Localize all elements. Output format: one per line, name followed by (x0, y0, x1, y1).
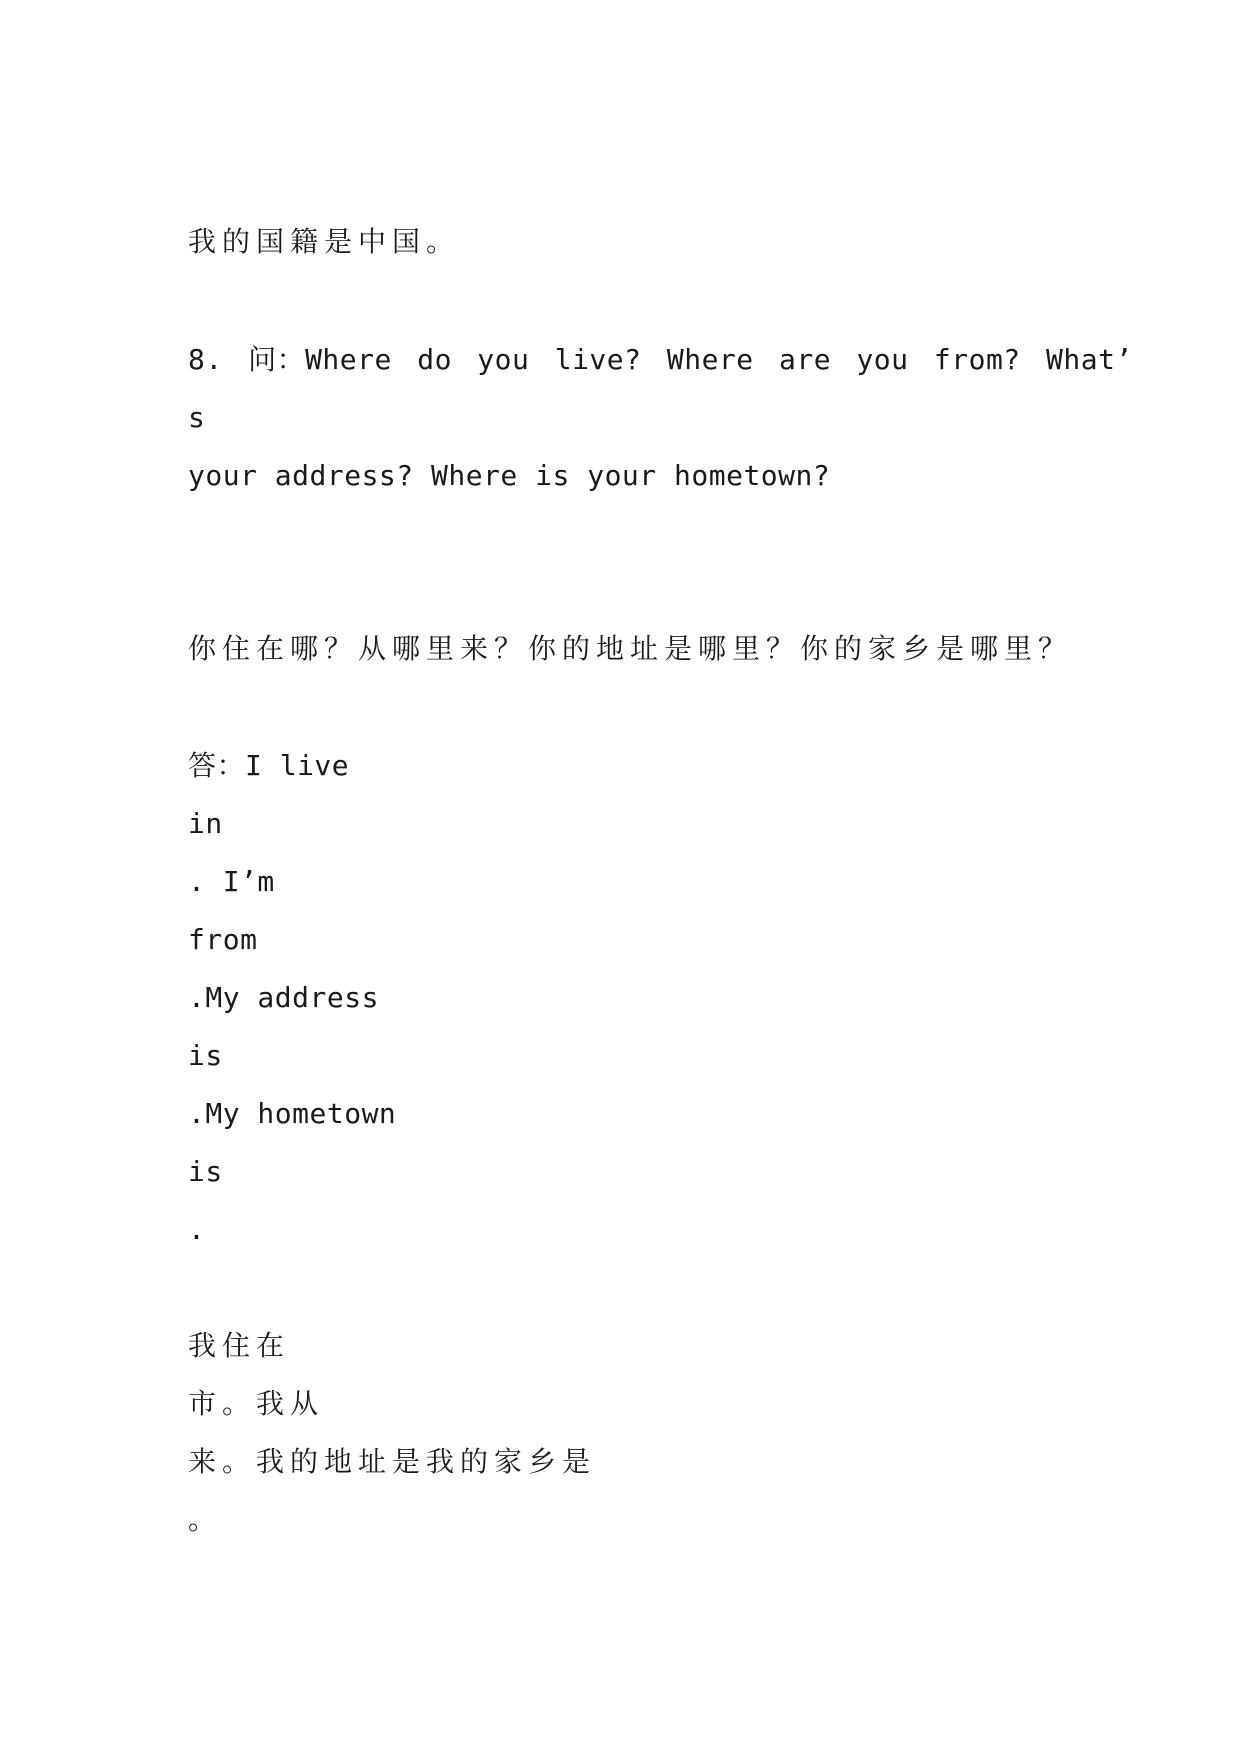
answer-8-en-line-7: .My hometown (188, 1097, 397, 1130)
answer-8-en-line-2: in (188, 807, 223, 840)
answer-8-cn-line-4: 。 (188, 1503, 223, 1536)
answer-8-cn-line-3: 来。我的地址是我的家乡是 (188, 1445, 597, 1478)
answer-8-en-line-1: 答：I live (188, 749, 350, 782)
question-8-cn: 你住在哪？从哪里来？你的地址是哪里？你的家乡是哪里？ (188, 632, 1073, 665)
question-8-en-line-3: your address? Where is your hometown? (188, 459, 831, 492)
nationality-answer-cn: 我的国籍是中国。 (188, 225, 461, 258)
question-8-en-line-2: s (188, 401, 206, 434)
answer-8-en-line-6: is (188, 1039, 223, 1072)
answer-8-en-line-5: .My address (188, 981, 379, 1014)
question-8-en-line-1: 8. 问：Where do you live? Where are you from? What’ (188, 343, 1133, 376)
answer-8-cn-line-1: 我住在 (188, 1329, 291, 1362)
answer-8-cn-line-2: 市。我从 (188, 1387, 325, 1420)
answer-8-en-line-8: is (188, 1155, 223, 1188)
answer-8-en-line-9: . (188, 1213, 206, 1246)
answer-8-en-line-3: . I’m (188, 865, 275, 898)
answer-8-en-line-4: from (188, 923, 258, 956)
